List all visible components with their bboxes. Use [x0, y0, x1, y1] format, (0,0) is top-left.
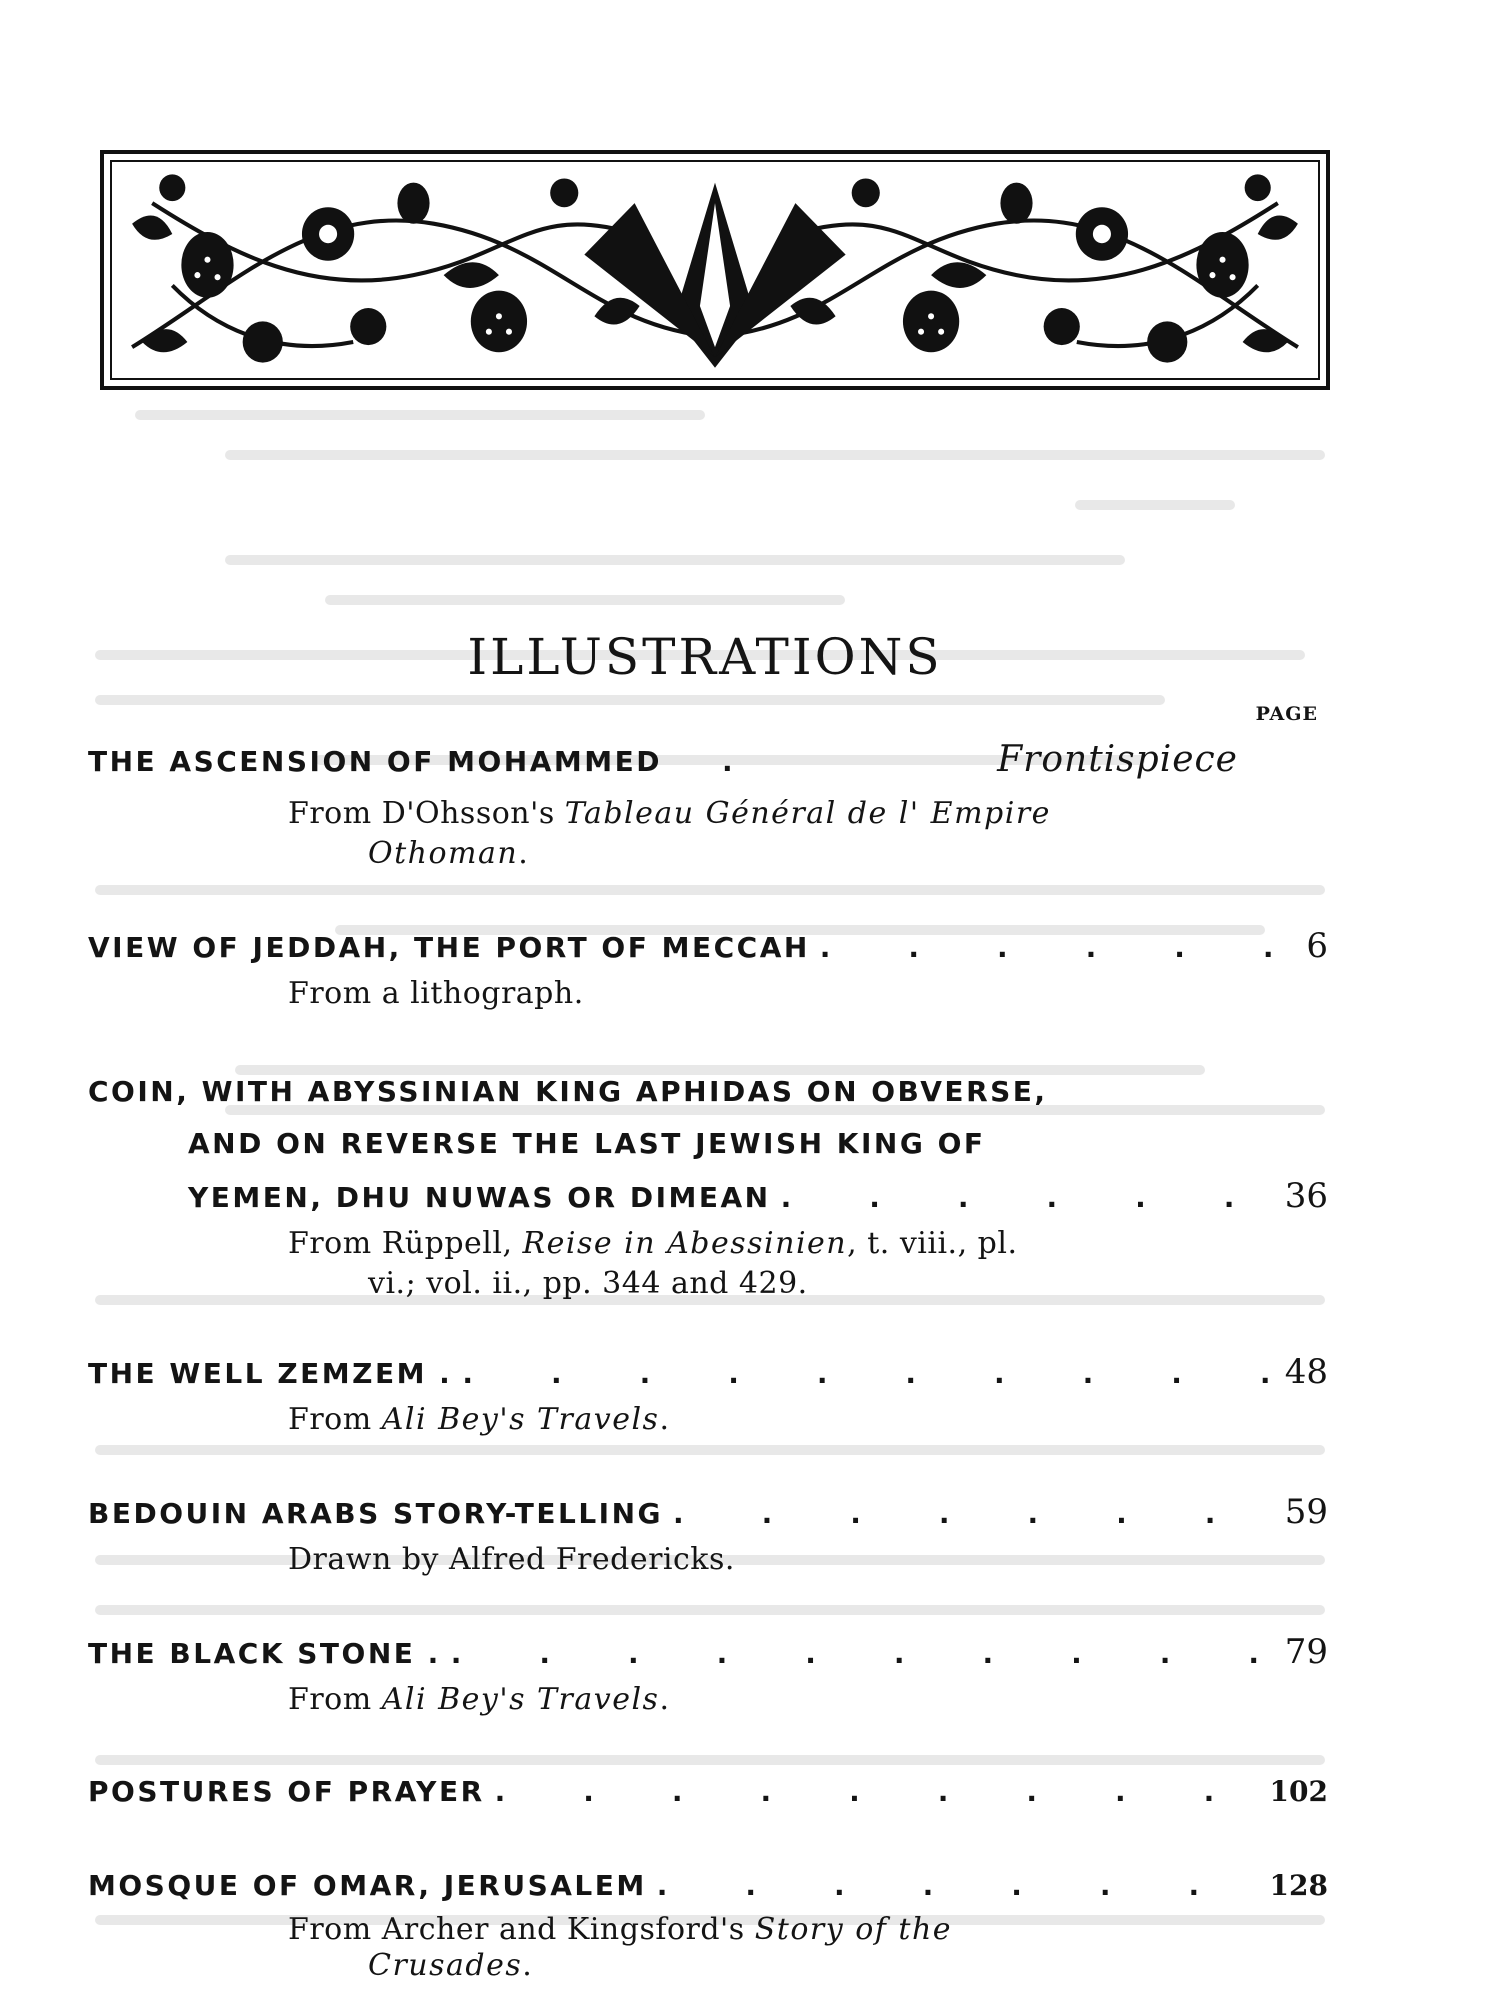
entry-heading-line [88, 1346, 1328, 1400]
list-item [88, 1066, 1328, 1304]
list-item [88, 1486, 1328, 1580]
list-item [88, 1626, 1328, 1720]
entry-heading: THE BLACK STONE . [88, 1637, 441, 1670]
entry-page-number: 79 [1284, 1632, 1328, 1672]
entry-heading: POSTURES OF PRAYER [88, 1775, 485, 1808]
entry-source: Drawn by Alfred Fredericks. [288, 1542, 735, 1577]
list-item [88, 1860, 1328, 1984]
entry-heading-cont: AND ON REVERSE THE LAST JEWISH KING OF [188, 1127, 986, 1160]
entry-heading: THE WELL ZEMZEM . [88, 1357, 453, 1390]
entry-source: From Ali Bey's Travels. [288, 1682, 670, 1717]
dot-leader [771, 1172, 1285, 1224]
entry-heading: VIEW OF JEDDAH, THE PORT OF MECCAH [88, 931, 810, 964]
headpiece-ornament [100, 150, 1330, 390]
dot-leader [441, 1628, 1285, 1680]
list-item [88, 734, 1328, 874]
entry-source: From Archer and Kingsford's Story of the Crusades. [288, 1912, 953, 1983]
entry-heading-line [88, 1486, 1328, 1540]
entry-page-number: 36 [1284, 1176, 1328, 1216]
entry-source: From D'Ohsson's Tableau Général de l' Empire Othoman. [288, 796, 1051, 871]
list-item [88, 1766, 1328, 1818]
entry-heading: MOSQUE OF OMAR, JERUSALEM [88, 1869, 647, 1902]
entry-page-number: 128 [1269, 1869, 1328, 1902]
dot-leader [452, 1348, 1284, 1400]
dot-leader [663, 1488, 1285, 1540]
entry-separator: . [721, 745, 736, 778]
entry-heading: COIN, WITH ABYSSINIAN KING APHIDAS ON OBVERSE, [88, 1075, 1048, 1108]
entry-page-number: 6 [1306, 926, 1328, 966]
dot-leader [647, 1860, 1270, 1912]
dot-leader [485, 1766, 1270, 1818]
entry-page-number: 102 [1269, 1775, 1328, 1808]
entry-heading-line [88, 1626, 1328, 1680]
floral-headpiece-icon [112, 162, 1318, 378]
entry-heading-line [88, 1170, 1328, 1224]
entry-source: From a lithograph. [288, 976, 584, 1011]
entry-heading-line [88, 920, 1328, 974]
entry-page-number: 48 [1284, 1352, 1328, 1392]
entry-heading-cont: YEMEN, DHU NUWAS OR DIMEAN [188, 1181, 771, 1214]
entry-heading-line [88, 734, 1328, 788]
entry-heading-line [88, 1118, 1328, 1170]
entry-page-number: 59 [1284, 1492, 1328, 1532]
list-item [88, 920, 1328, 1014]
page-column-label: PAGE [1255, 703, 1318, 725]
entry-heading: THE ASCENSION OF MOHAMMED [88, 745, 662, 778]
entry-heading: BEDOUIN ARABS STORY-TELLING [88, 1497, 664, 1530]
list-item [88, 1346, 1328, 1440]
entry-heading-line [88, 1066, 1328, 1118]
entry-heading-line [88, 1766, 1328, 1818]
entry-source: From Rüppell, Reise in Abessinien, t. viii., pl. vi.; vol. ii., pp. 344 and 429. [288, 1226, 1018, 1301]
entry-heading-line [88, 1860, 1328, 1912]
page-title: ILLUSTRATIONS [467, 628, 943, 686]
entry-page-number: Frontispiece [997, 739, 1238, 780]
dot-leader [810, 922, 1288, 974]
entry-source: From Ali Bey's Travels. [288, 1402, 670, 1437]
